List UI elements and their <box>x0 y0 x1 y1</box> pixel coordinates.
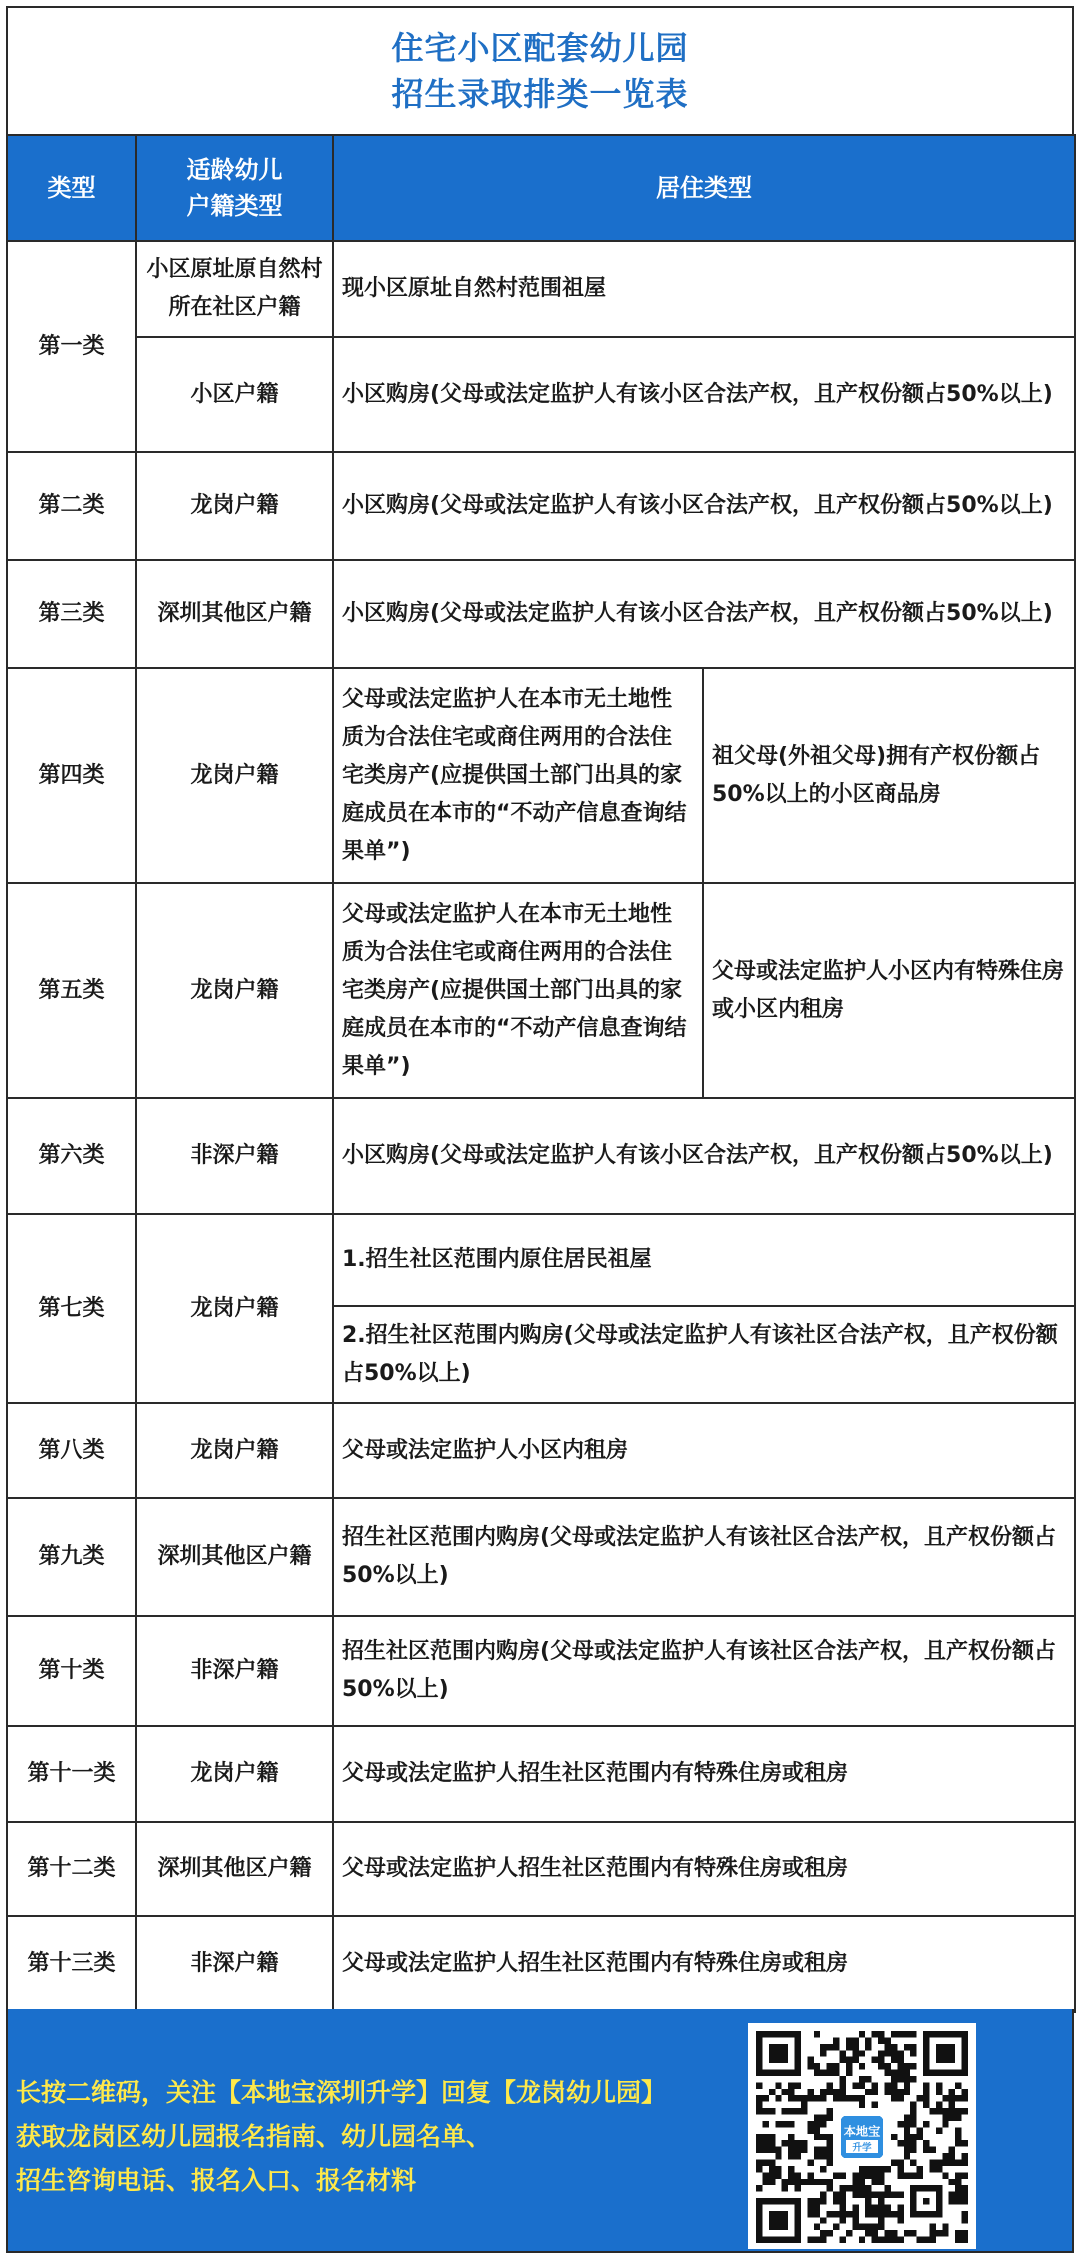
table-row <box>7 1616 1075 1726</box>
residence-cell-right: 祖父母(外祖父母)拥有产权份额占50%以上的小区商品房 <box>703 668 1075 883</box>
residence-cell-right: 父母或法定监护人小区内有特殊住房或小区内租房 <box>703 883 1075 1098</box>
hukou-cell: 深圳其他区户籍 <box>136 1498 333 1616</box>
residence-cell: 招生社区范围内购房(父母或法定监护人有该社区合法产权，且产权份额占50%以上) <box>333 1616 1075 1726</box>
hukou-cell: 龙岗户籍 <box>136 452 333 560</box>
header-hukou <box>136 135 333 241</box>
title-line-2: 招生录取排类一览表 <box>391 75 689 113</box>
qr-logo-bottom: 升学 <box>852 2142 872 2154</box>
qr-logo <box>836 2111 887 2162</box>
table-row <box>7 1498 1075 1616</box>
footer-line-3: 招生咨询电话、报名入口、报名材料 <box>16 2166 417 2195</box>
admission-table <box>6 134 1076 2013</box>
footer-line-2: 获取龙岗区幼儿园报名指南、幼儿园名单、 <box>16 2122 492 2151</box>
hukou-cell: 小区户籍 <box>136 337 333 452</box>
table-row <box>7 241 1075 337</box>
header-residence: 居住类型 <box>333 135 1075 241</box>
category-cell: 第十类 <box>7 1616 136 1726</box>
residence-cell-left: 父母或法定监护人在本市无土地性质为合法住宅或商住两用的合法住宅类房产(应提供国土部门出具的家庭成员在本市的“不动产信息查询结果单”) <box>333 883 703 1098</box>
residence-cell-left: 父母或法定监护人在本市无土地性质为合法住宅或商住两用的合法住宅类房产(应提供国土部门出具的家庭成员在本市的“不动产信息查询结果单”) <box>333 668 703 883</box>
qr-logo-top: 本地宝 <box>843 2124 881 2139</box>
category-cell: 第十一类 <box>7 1726 136 1822</box>
category-cell: 第一类 <box>7 241 136 452</box>
residence-cell: 1.招生社区范围内原住居民祖屋 <box>333 1214 1075 1306</box>
category-cell: 第二类 <box>7 452 136 560</box>
residence-cell: 2.招生社区范围内购房(父母或法定监护人有该社区合法产权，且产权份额占50%以上) <box>333 1306 1075 1403</box>
hukou-cell: 深圳其他区户籍 <box>136 1822 333 1916</box>
hukou-cell: 龙岗户籍 <box>136 668 333 883</box>
category-cell: 第十二类 <box>7 1822 136 1916</box>
hukou-cell: 龙岗户籍 <box>136 883 333 1098</box>
title-line-1: 住宅小区配套幼儿园 <box>391 29 689 67</box>
header-hukou-line-2: 户籍类型 <box>186 192 283 220</box>
table-row <box>7 1098 1075 1214</box>
hukou-cell: 龙岗户籍 <box>136 1403 333 1498</box>
residence-cell: 招生社区范围内购房(父母或法定监护人有该社区合法产权，且产权份额占50%以上) <box>333 1498 1075 1616</box>
residence-cell: 小区购房(父母或法定监护人有该小区合法产权，且产权份额占50%以上) <box>333 560 1075 668</box>
hukou-cell: 小区原址原自然村所在社区户籍 <box>136 241 333 337</box>
table-row <box>7 337 1075 452</box>
category-cell: 第三类 <box>7 560 136 668</box>
residence-cell: 小区购房(父母或法定监护人有该小区合法产权，且产权份额占50%以上) <box>333 1098 1075 1214</box>
residence-cell: 小区购房(父母或法定监护人有该小区合法产权，且产权份额占50%以上) <box>333 452 1075 560</box>
table-row <box>7 1403 1075 1498</box>
table-row <box>7 668 1075 883</box>
table-header-row <box>7 135 1075 241</box>
table-row <box>7 1214 1075 1306</box>
category-cell: 第九类 <box>7 1498 136 1616</box>
header-hukou-line-1: 适龄幼儿 <box>186 156 283 184</box>
hukou-cell: 非深户籍 <box>136 1098 333 1214</box>
hukou-cell: 非深户籍 <box>136 1616 333 1726</box>
category-cell: 第六类 <box>7 1098 136 1214</box>
qr-code-icon <box>756 2031 968 2243</box>
category-cell: 第七类 <box>7 1214 136 1403</box>
table-row <box>7 1726 1075 1822</box>
hukou-cell: 深圳其他区户籍 <box>136 560 333 668</box>
residence-cell: 现小区原址自然村范围祖屋 <box>333 241 1075 337</box>
category-cell: 第四类 <box>7 668 136 883</box>
footer-text <box>16 2071 736 2203</box>
category-cell: 第八类 <box>7 1403 136 1498</box>
table-row <box>7 452 1075 560</box>
residence-cell: 父母或法定监护人招生社区范围内有特殊住房或租房 <box>333 1916 1075 2012</box>
header-category: 类型 <box>7 135 136 241</box>
table-row <box>7 1822 1075 1916</box>
residence-cell: 小区购房(父母或法定监护人有该小区合法产权，且产权份额占50%以上) <box>333 337 1075 452</box>
table-row <box>7 883 1075 1098</box>
footer-banner <box>6 2009 1074 2253</box>
category-cell: 第十三类 <box>7 1916 136 2012</box>
residence-cell: 父母或法定监护人招生社区范围内有特殊住房或租房 <box>333 1822 1075 1916</box>
category-cell: 第五类 <box>7 883 136 1098</box>
table-row <box>7 560 1075 668</box>
table-row <box>7 1916 1075 2012</box>
residence-cell: 父母或法定监护人招生社区范围内有特殊住房或租房 <box>333 1726 1075 1822</box>
hukou-cell: 非深户籍 <box>136 1916 333 2012</box>
qr-code[interactable] <box>748 2023 976 2249</box>
hukou-cell: 龙岗户籍 <box>136 1726 333 1822</box>
title-box <box>6 6 1074 134</box>
hukou-cell: 龙岗户籍 <box>136 1214 333 1403</box>
footer-line-1: 长按二维码，关注【本地宝深圳升学】回复【龙岗幼儿园】 <box>16 2078 667 2107</box>
residence-cell: 父母或法定监护人小区内租房 <box>333 1403 1075 1498</box>
